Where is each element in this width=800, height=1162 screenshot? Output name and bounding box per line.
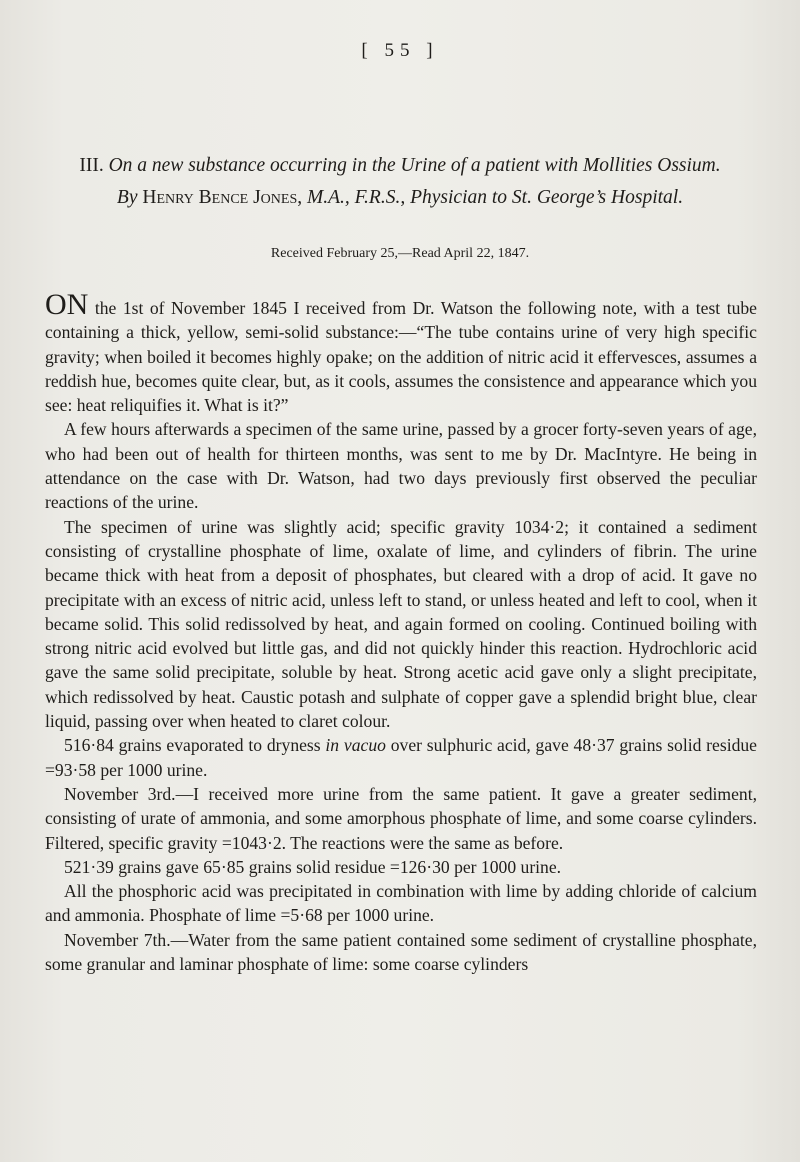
- paragraph-6: 521·39 grains gave 65·85 grains solid residue =126·30 per 1000 urine.: [64, 856, 562, 877]
- paragraph-8: November 7th.—Water from the same patient contained some sediment of crystalline phosphate, some granular and laminar phosphate of lime: some coarse cylinders: [45, 929, 757, 975]
- paragraph-5: November 3rd.—I received more urine from the same patient. It gave a greater sediment, consisting of urate of ammonia, and some amorphous phosphate of lime, and some coarse cylinders. Filtered, specific gravity =1043·2. The reactions were the same as before.: [45, 783, 757, 853]
- drop-cap: ON: [45, 288, 89, 321]
- paragraph-3: The specimen of urine was slightly acid; specific gravity 1034·2; it contained a sediment consisting of crystalline phosphate of lime, oxalate of lime, and cylinders of fibrin. The urine became thick with heat from a deposit of phosphates, but cleared with a drop of acid. It gave no precipitate with an excess of nitric acid, unless left to stand, or unless heated and left to cool, when it became solid. This solid redissolved by heat, and again formed on cooling. Continued boiling with strong nitric acid evolved but little gas, and did not quickly hinder this reaction. Hydrochloric acid gave the same solid precipitate, soluble by heat. Strong acetic acid gave only a slight precipitate, which redissolved by heat. Caustic potash and sulphate of copper gave a splendid bright blue, clear liquid, passing over when heated to claret colour.: [45, 516, 757, 732]
- received-date: Received February 25,—Read April 22, 1847.: [270, 246, 530, 261]
- paragraph-7: All the phosphoric acid was precipitated in combination with lime by adding chloride of calcium and ammonia. Phosphate of lime =5·68 per 1000 urine.: [45, 881, 757, 926]
- paragraph-4: 516·84 grains evaporated to dryness in vacuo over sulphuric acid, gave 48·37 grains solid residue =93·58 per 1000 urine.: [45, 735, 757, 780]
- title-line-2: By Henry Bence Jones, M.A., F.R.S., Physician to St. George’s Hospital.: [116, 187, 684, 208]
- paragraph-1: ON the 1st of November 1845 I received from Dr. Watson the following note, with a test tube containing a thick, yellow, semi-solid substance:—“The tube contains urine of very high specific gravity; when boiled it becomes highly opake; on the addition of nitric acid it effervesces, assumes a reddish hue, becomes quite clear, but, as it cools, assumes the consistence and appearance which you see: heat reliquifies it. What is it?”: [45, 288, 757, 416]
- page-number: [ 55 ]: [361, 40, 439, 61]
- article-title: [40, 150, 760, 214]
- article-body: [45, 288, 757, 976]
- paragraph-2: A few hours afterwards a specimen of the same urine, passed by a grocer forty-seven years of age, who had been out of health for thirteen months, was sent to me by Dr. MacIntyre. He being in attendance on the case with Dr. Watson, had two days previously first observed the peculiar reactions of the urine.: [45, 419, 757, 513]
- title-line-1: III. On a new substance occurring in the Urine of a patient with Mollities Ossium.: [79, 155, 721, 176]
